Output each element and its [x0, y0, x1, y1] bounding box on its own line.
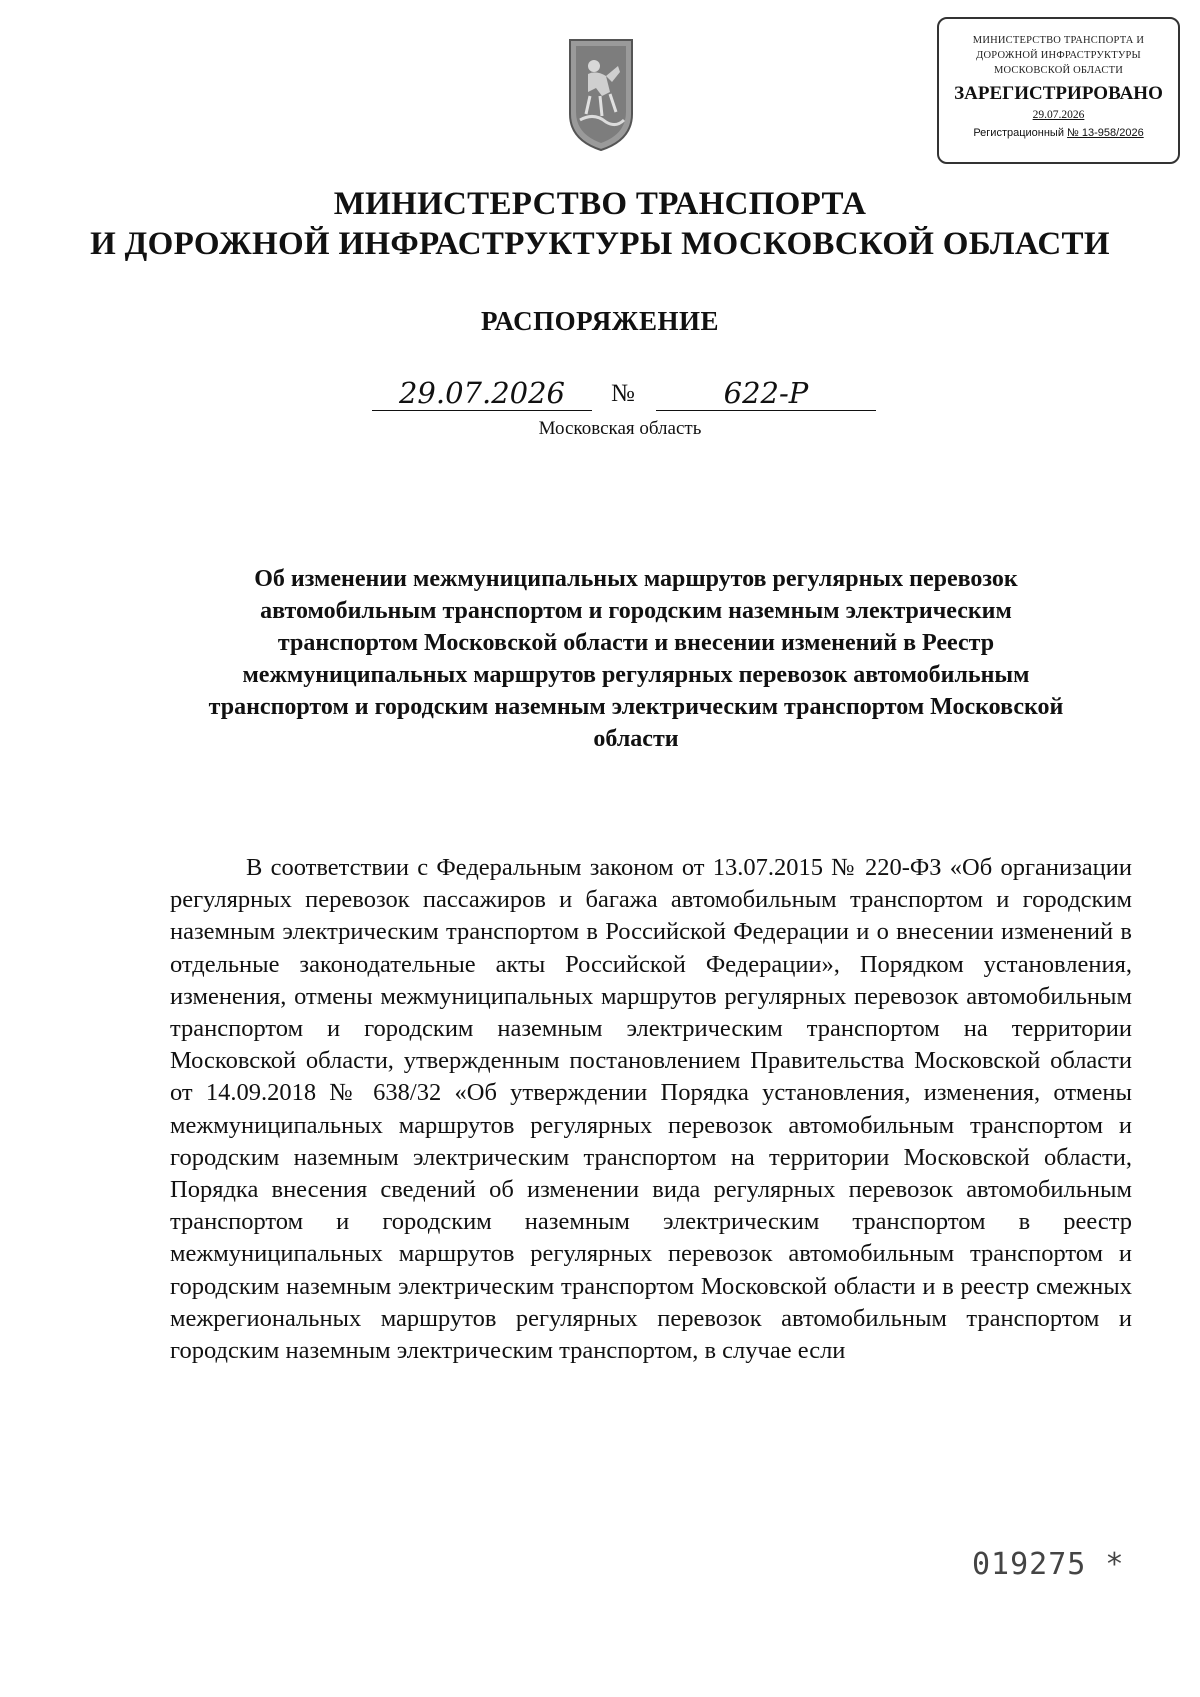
- ministry-title-line-2: И ДОРОЖНОЙ ИНФРАСТРУКТУРЫ МОСКОВСКОЙ ОБЛАСТИ: [90, 226, 1110, 262]
- document-subject: Об изменении межмуниципальных маршрутов регулярных перевозок автомобильным транспортом и городским наземным электрическим транспортом Московской области и внесении изменений в Реестр межмуниципальных маршрутов регулярных перевозок автомобильным транспортом и городским наземным электрическим транспортом Московской области: [208, 566, 1064, 752]
- stamp-reg-label: Регистрационный: [973, 127, 1064, 139]
- stamp-org-line: МИНИСТЕРСТВО ТРАНСПОРТА И: [972, 35, 1145, 46]
- stamp-reg-number: № 13-958/2026: [1067, 127, 1144, 139]
- stamp-date: 29.07.2026: [1032, 109, 1085, 121]
- document-date: 29.07.2026: [372, 376, 592, 411]
- ministry-title-line-1: МИНИСТЕРСТВО ТРАНСПОРТА: [333, 186, 867, 222]
- coat-of-arms-icon: [566, 36, 636, 152]
- document-number: 622-Р: [656, 376, 876, 411]
- stamp-org-line: ДОРОЖНОЙ ИНФРАСТРУКТУРЫ: [976, 50, 1141, 61]
- document-type: РАСПОРЯЖЕНИЕ: [480, 306, 720, 336]
- registration-stamp: [937, 17, 1180, 164]
- stamp-org-line: МОСКОВСКОЙ ОБЛАСТИ: [993, 65, 1124, 76]
- document-body-paragraph: В соответствии с Федеральным законом от 13.07.2015 № 220-ФЗ «Об организации регулярных перевозок пассажиров и багажа автомобильным транспортом и городским наземным электрическим транспортом в Российской Федерации и о внесении изменений в отдельные законодательные акты Российской Федерации», Порядком установления, изменения, отмены межмуниципальных маршрутов регулярных перевозок автомобильным транспортом и городским наземным электрическим транспортом на территории Московской области, утвержденным постановлением Правительства Московской области от 14.09.2018 № 638/32 «Об утверждении Порядка установления, изменения, отмены межмуниципальных маршрутов регулярных перевозок автомобильным транспортом и городским наземным электрическим транспортом на территории Московской области, Порядка внесения сведений об изменении вида регулярных перевозок автомобильным транспортом и городским наземным электрическим транспортом в реестр межмуниципальных маршрутов регулярных перевозок автомобильным транспортом и городским наземным электрическим транспортом Московской области и в реестр смежных межрегиональных маршрутов регулярных перевозок автомобильным транспортом и городским наземным электрическим транспортом, в случае если: [170, 854, 1132, 1365]
- stamp-registration: [939, 124, 1178, 142]
- stamp-status: ЗАРЕГИСТРИРОВАНО: [954, 83, 1163, 104]
- document-serial-number: 019275 *: [972, 1547, 1125, 1582]
- number-sign: №: [611, 380, 635, 407]
- document-place: Московская область: [538, 418, 702, 439]
